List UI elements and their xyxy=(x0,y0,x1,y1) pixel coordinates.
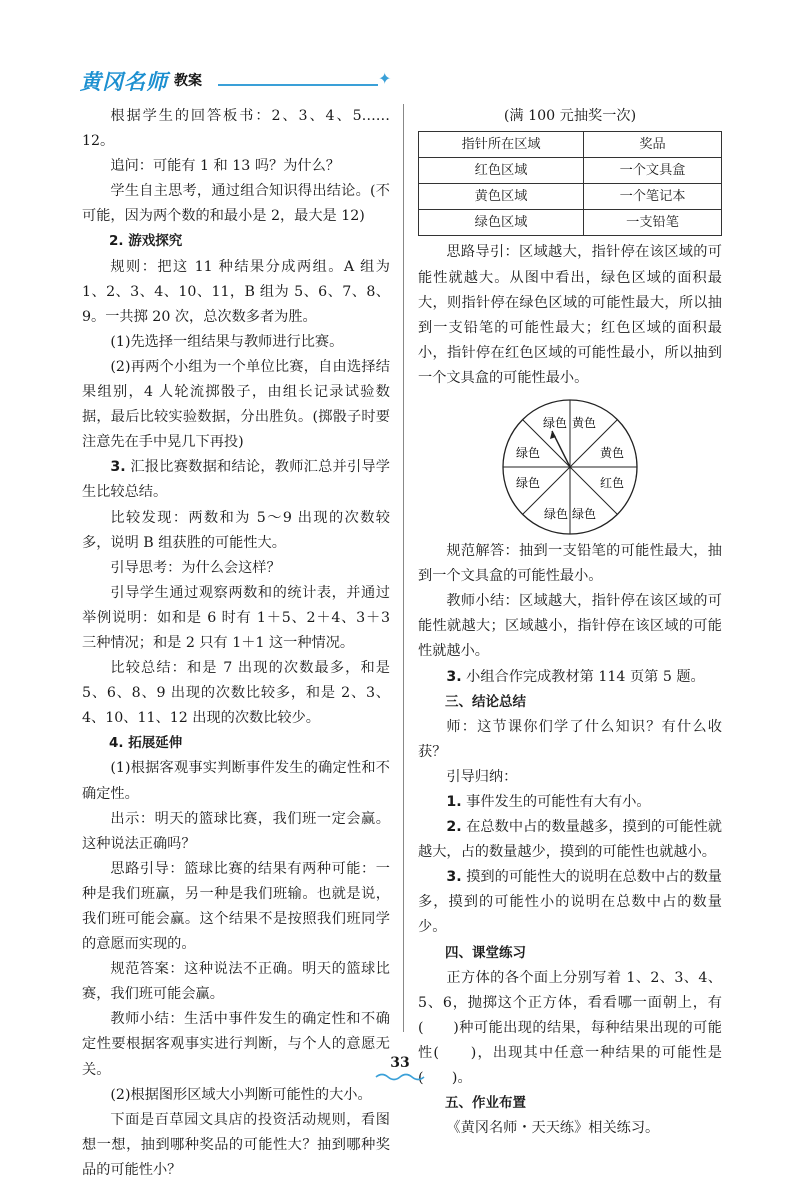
list-number: 3. xyxy=(446,869,462,886)
right-column xyxy=(418,104,722,1141)
paragraph-text: 小组合作完成教材第 114 页第 5 题。 xyxy=(461,668,705,685)
paragraph-text: 汇报比赛数据和结论，教师汇总并引导学生比较总结。 xyxy=(82,459,390,501)
section-heading: 四、课堂练习 xyxy=(445,944,526,961)
list-item xyxy=(418,865,722,940)
list-number: 3. xyxy=(110,459,126,476)
paragraph: 比较总结：和是 7 出现的次数最多，和是 5、6、8、9 出现的次数比较多，和是 2、3、4、10、11、12 出现的次数比较少。 xyxy=(82,660,390,727)
sector-label: 黄色 xyxy=(599,446,625,461)
list-number: 2. xyxy=(446,819,462,836)
paragraph: 《黄冈名师・天天练》相关练习。 xyxy=(446,1120,660,1137)
section-heading: 三、结论总结 xyxy=(445,693,526,710)
paragraph: 教师小结：区域越大，指针停在该区域的可能性就越大；区域越小，指针停在该区域的可能性就越小。 xyxy=(418,593,722,660)
list-item-text: 摸到的可能性大的说明在总数中占的数量多，摸到的可能性小的说明在总数中占的数量少。 xyxy=(418,869,722,936)
paragraph: 学生自主思考，通过组合知识得出结论。(不可能，因为两个数的和最小是 2，最大是 12) xyxy=(82,183,390,225)
table-row xyxy=(419,158,722,184)
paragraph: 比较发现：两数和为 5～9 出现的次数较多，说明 B 组获胜的可能性大。 xyxy=(82,509,390,551)
paragraph: (2)根据图形区域大小判断可能性的大小。 xyxy=(110,1086,372,1103)
table-caption: (满 100 元抽奖一次) xyxy=(503,108,637,124)
paragraph: 引导学生通过观察两数和的统计表，并通过举例说明：如和是 6 时有 1＋5、2＋4、3＋3 三种情况；和是 2 只有 1＋1 这一种情况。 xyxy=(82,584,390,651)
paragraph: 规范答案：这种说法不正确。明天的篮球比赛，我们班可能会赢。 xyxy=(82,961,390,1003)
paragraph: 根据学生的回答板书：2、3、4、5……12。 xyxy=(82,108,390,150)
table-cell: 黄色区域 xyxy=(419,184,584,210)
table-header-row xyxy=(419,132,722,158)
column-divider xyxy=(403,104,404,1032)
table-cell: 一个文具盒 xyxy=(584,158,722,184)
spinner-figure xyxy=(418,397,722,537)
sector-label: 红色 xyxy=(599,476,625,491)
paragraph: 思路引导：篮球比赛的结果有两种可能：一种是我们班赢，另一种是我们班输。也就是说，我们班可能会赢。这个结果不是按照我们班同学的意愿而实现的。 xyxy=(82,860,390,953)
table-row xyxy=(419,184,722,210)
left-column xyxy=(82,104,390,1183)
paragraph: 正方体的各个面上分别写着 1、2、3、4、5、6，抛掷这个正方体，看看哪一面朝上，有( )种可能出现的结果，每种结果出现的可能性( )，出现其中任意一种结果的可能性是( )。 xyxy=(418,969,722,1086)
paragraph xyxy=(82,455,390,505)
paragraph: 追问：可能有 1 和 13 吗？为什么？ xyxy=(110,158,340,175)
spinner-wheel xyxy=(500,397,640,537)
section-heading: 2. 游戏探究 xyxy=(109,233,183,250)
table-cell: 红色区域 xyxy=(419,158,584,184)
paragraph: 引导思考：为什么会这样？ xyxy=(110,559,281,576)
section-heading: 五、作业布置 xyxy=(445,1095,526,1112)
paragraph: 规则：把这 11 种结果分成两组。A 组为 1、2、3、4、10、11，B 组为 5、6、7、8、9。一共掷 20 次，总次数多者为胜。 xyxy=(82,258,390,325)
column-header: 奖品 xyxy=(584,132,722,158)
list-number: 1. xyxy=(446,793,462,810)
brand-logo: 黄冈名师 xyxy=(80,70,168,94)
list-item-text: 在总数中占的数量越多，摸到的可能性就越大，占的数量越少，摸到的可能性也就越小。 xyxy=(418,819,722,861)
paragraph: 下面是百草园文具店的投资活动规则，看图想一想，抽到哪种奖品的可能性大？抽到哪种奖品的可能性小？ xyxy=(82,1111,390,1178)
sector-label: 绿色 xyxy=(542,416,568,431)
page-number: 33 xyxy=(390,1055,410,1071)
page-header xyxy=(80,66,392,96)
sector-label: 绿色 xyxy=(543,507,569,522)
paragraph: 师：这节课你们学了什么知识？有什么收获？ xyxy=(418,718,722,760)
paragraph: 思路导引：区域越大，指针停在该区域的可能性就越大。从图中看出，绿色区域的面积最大，则指针停在绿色区域的可能性最大，所以抽到一支铅笔的可能性最大；红色区域的面积最小，指针停在红色区域的可能性最小，所以抽到一个文具盒的可能性最小。 xyxy=(418,244,722,386)
sector-label: 绿色 xyxy=(571,507,597,522)
paragraph: (1)先选择一组结果与教师进行比赛。 xyxy=(110,333,344,350)
paragraph: (2)再两个小组为一个单位比赛，自由选择结果组别，4 人轮流掷骰子，由组长记录试验数据，最后比较实验数据，分出胜负。(掷骰子时要注意先在手中晃几下再投) xyxy=(82,358,390,451)
sector-label: 黄色 xyxy=(571,416,597,431)
table-cell: 一支铅笔 xyxy=(584,210,722,236)
paragraph: 出示：明天的篮球比赛，我们班一定会赢。这种说法正确吗？ xyxy=(82,810,390,852)
table-row xyxy=(419,210,722,236)
list-number: 3. xyxy=(446,668,462,685)
column-header: 指针所在区域 xyxy=(419,132,584,158)
header-rule xyxy=(218,84,378,86)
paragraph: (1)根据客观事实判断事件发生的确定性和不确定性。 xyxy=(82,760,390,802)
table-cell: 一个笔记本 xyxy=(584,184,722,210)
list-item-text: 事件发生的可能性有大有小。 xyxy=(461,793,651,810)
section-heading: 4. 拓展延伸 xyxy=(109,735,183,752)
list-item xyxy=(418,815,722,865)
sparkle-icon: ✦ xyxy=(378,69,392,88)
brand-subtitle: 教案 xyxy=(174,73,202,89)
paragraph xyxy=(418,665,722,690)
page-number-ornament xyxy=(374,1072,426,1082)
list-item xyxy=(418,790,722,815)
sector-label: 绿色 xyxy=(515,476,541,491)
paragraph: 引导归纳： xyxy=(446,768,518,785)
prize-table xyxy=(418,131,722,236)
paragraph: 教师小结：生活中事件发生的确定性和不确定性要根据客观事实进行判断，与个人的意愿无关。 xyxy=(82,1011,390,1078)
table-cell: 绿色区域 xyxy=(419,210,584,236)
paragraph: 规范解答：抽到一支铅笔的可能性最大，抽到一个文具盒的可能性最小。 xyxy=(418,543,722,585)
sector-label: 绿色 xyxy=(515,446,541,461)
